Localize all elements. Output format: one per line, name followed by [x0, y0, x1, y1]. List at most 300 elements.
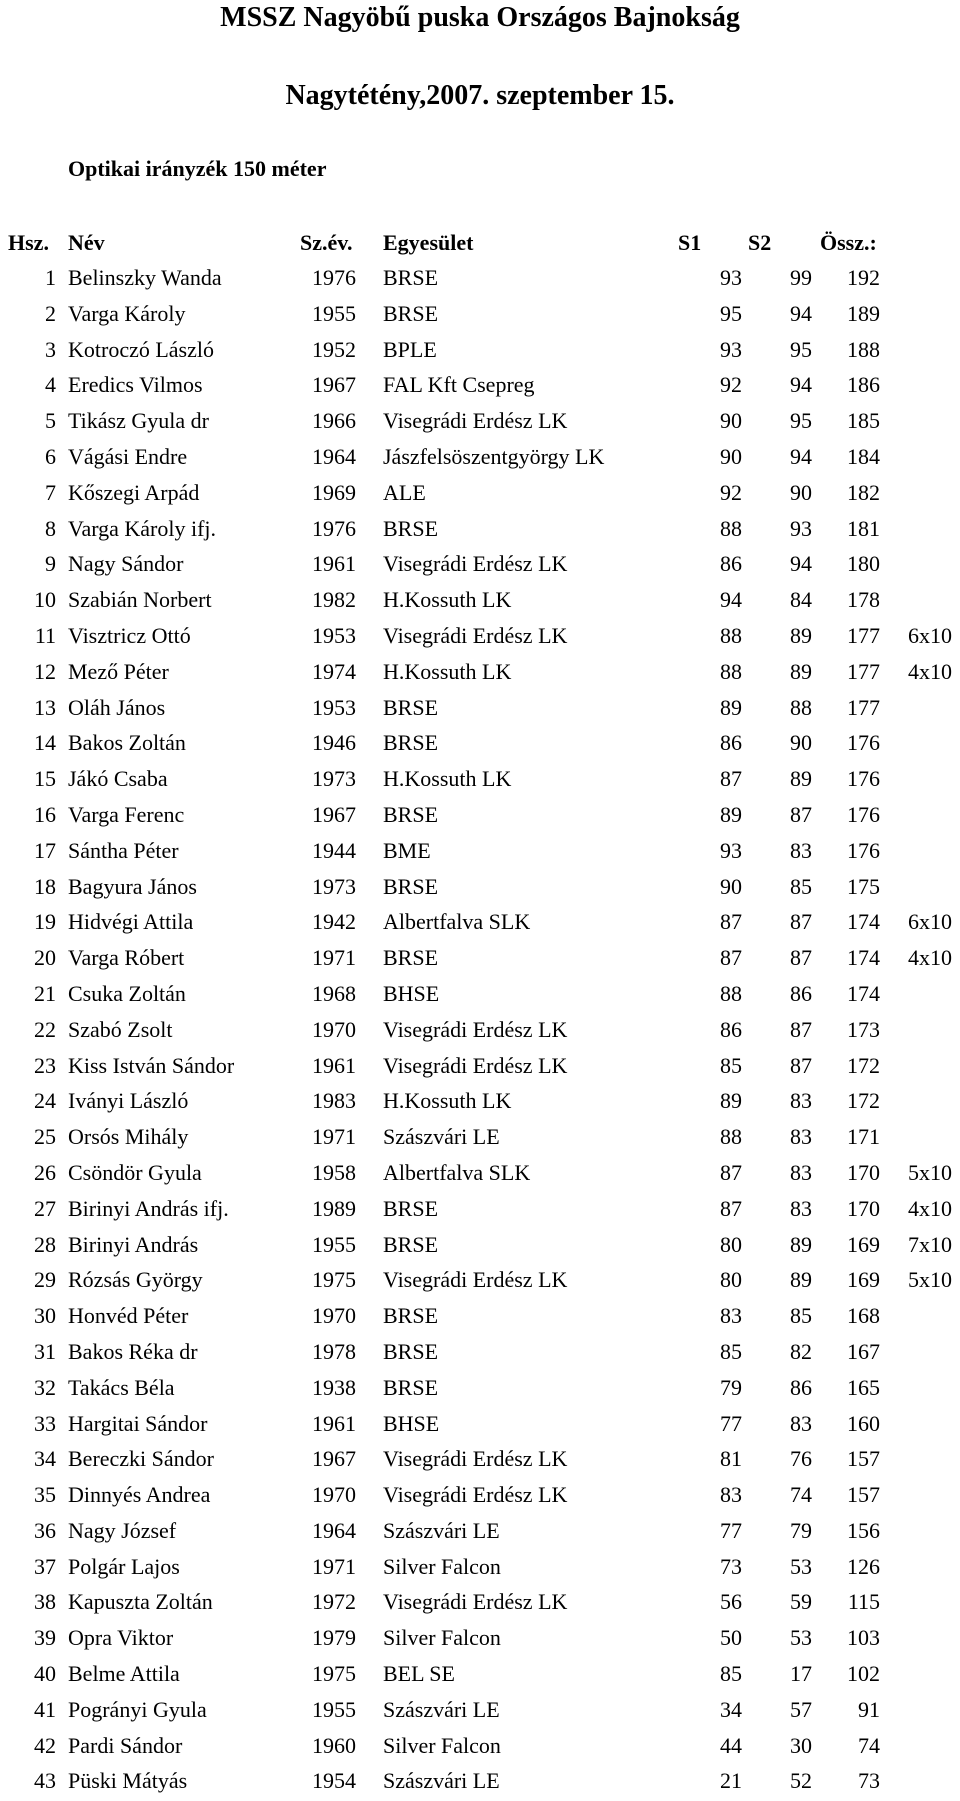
rank-cell: 28	[34, 1231, 56, 1257]
s1-score-cell: 88	[720, 515, 742, 541]
rank-cell: 33	[34, 1410, 56, 1436]
s2-score-cell: 83	[790, 1195, 812, 1221]
total-score-cell: 181	[847, 515, 880, 541]
birth-year-cell: 1944	[312, 837, 356, 863]
name-cell: Bagyura János	[68, 873, 197, 899]
total-score-cell: 173	[847, 1016, 880, 1042]
birth-year-cell: 1966	[312, 408, 356, 434]
table-row	[0, 297, 960, 333]
rank-cell: 3	[45, 336, 56, 362]
name-cell: Tikász Gyula dr	[68, 408, 209, 434]
s1-score-cell: 85	[720, 1052, 742, 1078]
s2-score-cell: 95	[790, 336, 812, 362]
birth-year-cell: 1967	[312, 1446, 356, 1472]
table-row	[0, 1764, 960, 1800]
name-cell: Pogrányi Gyula	[68, 1696, 207, 1722]
club-cell: Visegrádi Erdész LK	[383, 1267, 568, 1293]
total-score-cell: 185	[847, 408, 880, 434]
birth-year-cell: 1960	[312, 1732, 356, 1758]
club-cell: Visegrádi Erdész LK	[383, 408, 568, 434]
s2-score-cell: 85	[790, 873, 812, 899]
birth-year-cell: 1989	[312, 1195, 356, 1221]
s1-score-cell: 85	[720, 1338, 742, 1364]
s1-score-cell: 89	[720, 1088, 742, 1114]
club-cell: BRSE	[383, 873, 439, 899]
name-cell: Jákó Csaba	[68, 766, 168, 792]
s2-score-cell: 53	[790, 1553, 812, 1579]
club-cell: Albertfalva SLK	[383, 1159, 531, 1185]
club-cell: Visegrádi Erdész LK	[383, 551, 568, 577]
s2-score-cell: 53	[790, 1625, 812, 1651]
header-year: Sz.év.	[300, 230, 353, 255]
total-score-cell: 177	[847, 694, 880, 720]
total-score-cell: 175	[847, 873, 880, 899]
rank-cell: 5	[45, 408, 56, 434]
table-row	[0, 870, 960, 906]
rank-cell: 20	[34, 945, 56, 971]
birth-year-cell: 1979	[312, 1625, 356, 1651]
name-cell: Orsós Mihály	[68, 1124, 189, 1150]
s1-score-cell: 73	[720, 1553, 742, 1579]
s1-score-cell: 34	[720, 1696, 742, 1722]
total-score-cell: 189	[847, 300, 880, 326]
birth-year-cell: 1969	[312, 479, 356, 505]
tiebreak-note-cell: 5x10	[908, 1267, 952, 1293]
total-score-cell: 170	[847, 1195, 880, 1221]
name-cell: Kotroczó László	[68, 336, 214, 362]
table-row	[0, 1407, 960, 1443]
birth-year-cell: 1942	[312, 909, 356, 935]
s1-score-cell: 92	[720, 479, 742, 505]
s2-score-cell: 93	[790, 515, 812, 541]
tiebreak-note-cell: 6x10	[908, 622, 952, 648]
table-row	[0, 1049, 960, 1085]
club-cell: BRSE	[383, 1374, 439, 1400]
s2-score-cell: 89	[790, 658, 812, 684]
club-cell: ALE	[383, 479, 426, 505]
name-cell: Mező Péter	[68, 658, 169, 684]
s2-score-cell: 86	[790, 1374, 812, 1400]
club-cell: Jászfelsöszentgyörgy LK	[383, 443, 605, 469]
birth-year-cell: 1971	[312, 1124, 356, 1150]
table-row	[0, 1693, 960, 1729]
rank-cell: 6	[45, 443, 56, 469]
s2-score-cell: 85	[790, 1303, 812, 1329]
rank-cell: 34	[34, 1446, 56, 1472]
total-score-cell: 176	[847, 730, 880, 756]
s1-score-cell: 81	[720, 1446, 742, 1472]
rank-cell: 22	[34, 1016, 56, 1042]
s2-score-cell: 99	[790, 265, 812, 290]
tiebreak-note-cell: 6x10	[908, 909, 952, 935]
rank-cell: 24	[34, 1088, 56, 1114]
s2-score-cell: 89	[790, 1267, 812, 1293]
table-row	[0, 1156, 960, 1192]
name-cell: Honvéd Péter	[68, 1303, 189, 1329]
rank-cell: 2	[45, 300, 56, 326]
total-score-cell: 188	[847, 336, 880, 362]
s1-score-cell: 87	[720, 766, 742, 792]
rank-cell: 19	[34, 909, 56, 935]
total-score-cell: 156	[847, 1517, 880, 1543]
s1-score-cell: 83	[720, 1303, 742, 1329]
club-cell: Silver Falcon	[383, 1625, 501, 1651]
name-cell: Polgár Lajos	[68, 1553, 180, 1579]
total-score-cell: 174	[847, 909, 880, 935]
table-row	[0, 1585, 960, 1621]
total-score-cell: 186	[847, 372, 880, 398]
rank-cell: 29	[34, 1267, 56, 1293]
name-cell: Opra Viktor	[68, 1625, 174, 1651]
table-row	[0, 583, 960, 619]
birth-year-cell: 1967	[312, 801, 356, 827]
total-score-cell: 157	[847, 1482, 880, 1508]
table-row	[0, 762, 960, 798]
s1-score-cell: 94	[720, 587, 742, 613]
table-row	[0, 512, 960, 548]
s1-score-cell: 90	[720, 408, 742, 434]
name-cell: Varga Károly ifj.	[68, 515, 217, 541]
table-row	[0, 404, 960, 440]
s1-score-cell: 50	[720, 1625, 742, 1651]
name-cell: Visztricz Ottó	[68, 622, 191, 648]
club-cell: BEL SE	[383, 1661, 455, 1687]
total-score-cell: 180	[847, 551, 880, 577]
tiebreak-note-cell: 4x10	[908, 658, 952, 684]
header-club: Egyesület	[383, 230, 474, 255]
s2-score-cell: 83	[790, 1088, 812, 1114]
table-row	[0, 1514, 960, 1550]
name-cell: Szabó Zsolt	[68, 1016, 173, 1042]
club-cell: BRSE	[383, 515, 439, 541]
s1-score-cell: 44	[720, 1732, 742, 1758]
total-score-cell: 103	[847, 1625, 880, 1651]
name-cell: Takács Béla	[68, 1374, 175, 1400]
club-cell: Silver Falcon	[383, 1732, 501, 1758]
birth-year-cell: 1971	[312, 1553, 356, 1579]
club-cell: BRSE	[383, 1195, 439, 1221]
name-cell: Varga Róbert	[68, 945, 185, 971]
rank-cell: 30	[34, 1303, 56, 1329]
table-row	[0, 905, 960, 941]
total-score-cell: 167	[847, 1338, 880, 1364]
name-cell: Kapuszta Zoltán	[68, 1589, 213, 1615]
s2-score-cell: 89	[790, 766, 812, 792]
table-row	[0, 1657, 960, 1693]
s1-score-cell: 80	[720, 1267, 742, 1293]
rank-cell: 16	[34, 801, 56, 827]
rank-cell: 21	[34, 980, 56, 1006]
club-cell: Szászvári LE	[383, 1768, 500, 1794]
table-row	[0, 261, 960, 297]
total-score-cell: 177	[847, 622, 880, 648]
s1-score-cell: 86	[720, 1016, 742, 1042]
s1-score-cell: 77	[720, 1517, 742, 1543]
rank-cell: 40	[34, 1661, 56, 1687]
name-cell: Hidvégi Attila	[68, 909, 194, 935]
s1-score-cell: 87	[720, 909, 742, 935]
rank-cell: 41	[34, 1696, 56, 1722]
s1-score-cell: 87	[720, 1195, 742, 1221]
table-row	[0, 726, 960, 762]
table-row	[0, 655, 960, 691]
table-row	[0, 440, 960, 476]
rank-cell: 31	[34, 1338, 56, 1364]
s2-score-cell: 83	[790, 1410, 812, 1436]
s2-score-cell: 59	[790, 1589, 812, 1615]
total-score-cell: 102	[847, 1661, 880, 1687]
rank-cell: 8	[45, 515, 56, 541]
table-row	[0, 1621, 960, 1657]
birth-year-cell: 1958	[312, 1159, 356, 1185]
s1-score-cell: 77	[720, 1410, 742, 1436]
table-row	[0, 1335, 960, 1371]
birth-year-cell: 1968	[312, 980, 356, 1006]
rank-cell: 7	[45, 479, 56, 505]
s2-score-cell: 86	[790, 980, 812, 1006]
club-cell: BRSE	[383, 945, 439, 971]
club-cell: H.Kossuth LK	[383, 658, 512, 684]
s1-score-cell: 93	[720, 265, 742, 290]
birth-year-cell: 1961	[312, 1052, 356, 1078]
table-row	[0, 1120, 960, 1156]
name-cell: Oláh János	[68, 694, 166, 720]
birth-year-cell: 1975	[312, 1267, 356, 1293]
name-cell: Belinszky Wanda	[68, 265, 222, 290]
s1-score-cell: 87	[720, 1159, 742, 1185]
category-label: Optikai irányzék 150 méter	[68, 156, 327, 181]
s1-score-cell: 86	[720, 551, 742, 577]
total-score-cell: 178	[847, 587, 880, 613]
club-cell: Visegrádi Erdész LK	[383, 1446, 568, 1472]
s1-score-cell: 86	[720, 730, 742, 756]
header-total: Össz.:	[820, 230, 877, 255]
total-score-cell: 170	[847, 1159, 880, 1185]
s1-score-cell: 88	[720, 622, 742, 648]
total-score-cell: 171	[847, 1124, 880, 1150]
table-row	[0, 1192, 960, 1228]
rank-cell: 11	[34, 622, 56, 648]
name-cell: Nagy József	[68, 1517, 177, 1543]
s1-score-cell: 88	[720, 1124, 742, 1150]
birth-year-cell: 1982	[312, 587, 356, 613]
total-score-cell: 177	[847, 658, 880, 684]
s2-score-cell: 74	[790, 1482, 812, 1508]
s2-score-cell: 87	[790, 945, 812, 971]
table-row	[0, 834, 960, 870]
total-score-cell: 157	[847, 1446, 880, 1472]
total-score-cell: 174	[847, 945, 880, 971]
total-score-cell: 176	[847, 766, 880, 792]
name-cell: Rózsás György	[68, 1267, 203, 1293]
table-row	[0, 798, 960, 834]
club-cell: Visegrádi Erdész LK	[383, 1482, 568, 1508]
birth-year-cell: 1964	[312, 443, 356, 469]
name-cell: Iványi László	[68, 1088, 189, 1114]
club-cell: BME	[383, 837, 431, 863]
birth-year-cell: 1971	[312, 945, 356, 971]
rank-cell: 12	[34, 658, 56, 684]
s2-score-cell: 94	[790, 372, 812, 398]
s2-score-cell: 87	[790, 1016, 812, 1042]
birth-year-cell: 1964	[312, 1517, 356, 1543]
club-cell: BHSE	[383, 980, 440, 1006]
s2-score-cell: 82	[790, 1338, 812, 1364]
club-cell: Visegrádi Erdész LK	[383, 622, 568, 648]
total-score-cell: 126	[847, 1553, 880, 1579]
club-cell: Szászvári LE	[383, 1517, 500, 1543]
tiebreak-note-cell: 7x10	[908, 1231, 952, 1257]
rank-cell: 14	[34, 730, 56, 756]
s2-score-cell: 87	[790, 1052, 812, 1078]
s2-score-cell: 57	[790, 1696, 812, 1722]
s2-score-cell: 95	[790, 408, 812, 434]
s1-score-cell: 93	[720, 336, 742, 362]
name-cell: Dinnyés Andrea	[68, 1482, 211, 1508]
table-row	[0, 1442, 960, 1478]
name-cell: Nagy Sándor	[68, 551, 184, 577]
name-cell: Varga Ferenc	[68, 801, 185, 827]
table-row	[0, 476, 960, 512]
total-score-cell: 160	[847, 1410, 880, 1436]
birth-year-cell: 1961	[312, 551, 356, 577]
birth-year-cell: 1955	[312, 1231, 356, 1257]
name-cell: Bakos Réka dr	[68, 1338, 198, 1364]
name-cell: Eredics Vilmos	[68, 372, 203, 398]
club-cell: Silver Falcon	[383, 1553, 501, 1579]
name-cell: Kőszegi Arpád	[68, 479, 200, 505]
total-score-cell: 169	[847, 1231, 880, 1257]
rank-cell: 26	[34, 1159, 56, 1185]
name-cell: Csuka Zoltán	[68, 980, 186, 1006]
s2-score-cell: 83	[790, 1159, 812, 1185]
table-row	[0, 941, 960, 977]
s2-score-cell: 87	[790, 909, 812, 935]
club-cell: BRSE	[383, 694, 439, 720]
name-cell: Birinyi András ifj.	[68, 1195, 229, 1221]
name-cell: Püski Mátyás	[68, 1768, 188, 1794]
s1-score-cell: 89	[720, 694, 742, 720]
birth-year-cell: 1973	[312, 766, 356, 792]
s2-score-cell: 52	[790, 1768, 812, 1794]
s1-score-cell: 85	[720, 1661, 742, 1687]
rank-cell: 38	[34, 1589, 56, 1615]
table-row	[0, 1263, 960, 1299]
s1-score-cell: 83	[720, 1482, 742, 1508]
s2-score-cell: 90	[790, 479, 812, 505]
s2-score-cell: 17	[790, 1661, 812, 1687]
rank-cell: 25	[34, 1124, 56, 1150]
s2-score-cell: 79	[790, 1517, 812, 1543]
rank-cell: 9	[45, 551, 56, 577]
table-row	[0, 977, 960, 1013]
table-row	[0, 1550, 960, 1586]
total-score-cell: 184	[847, 443, 880, 469]
rank-cell: 32	[34, 1374, 56, 1400]
birth-year-cell: 1954	[312, 1768, 356, 1794]
birth-year-cell: 1983	[312, 1088, 356, 1114]
club-cell: BRSE	[383, 300, 439, 326]
s2-score-cell: 89	[790, 622, 812, 648]
rank-cell: 4	[45, 372, 56, 398]
table-row	[0, 1013, 960, 1049]
birth-year-cell: 1953	[312, 622, 356, 648]
birth-year-cell: 1946	[312, 730, 356, 756]
rank-cell: 43	[34, 1768, 56, 1794]
club-cell: Szászvári LE	[383, 1124, 500, 1150]
header-name: Név	[68, 230, 105, 255]
s1-score-cell: 87	[720, 945, 742, 971]
s2-score-cell: 94	[790, 300, 812, 326]
s1-score-cell: 88	[720, 980, 742, 1006]
name-cell: Csöndör Gyula	[68, 1159, 202, 1185]
name-cell: Bakos Zoltán	[68, 730, 186, 756]
club-cell: BRSE	[383, 1338, 439, 1364]
table-row	[0, 619, 960, 655]
birth-year-cell: 1953	[312, 694, 356, 720]
name-cell: Hargitai Sándor	[68, 1410, 208, 1436]
header-rank: Hsz.	[8, 230, 49, 255]
table-row	[0, 333, 960, 369]
rank-cell: 18	[34, 873, 56, 899]
name-cell: Varga Károly	[68, 300, 186, 326]
total-score-cell: 74	[858, 1732, 880, 1758]
name-cell: Sántha Péter	[68, 837, 179, 863]
s1-score-cell: 79	[720, 1374, 742, 1400]
club-cell: BRSE	[383, 801, 439, 827]
s1-score-cell: 95	[720, 300, 742, 326]
results-table	[0, 261, 960, 1800]
club-cell: Visegrádi Erdész LK	[383, 1016, 568, 1042]
s1-score-cell: 93	[720, 837, 742, 863]
total-score-cell: 91	[858, 1696, 880, 1722]
rank-cell: 36	[34, 1517, 56, 1543]
s2-score-cell: 83	[790, 837, 812, 863]
club-cell: Szászvári LE	[383, 1696, 500, 1722]
birth-year-cell: 1976	[312, 265, 356, 290]
table-row	[0, 1729, 960, 1765]
club-cell: Albertfalva SLK	[383, 909, 531, 935]
club-cell: Visegrádi Erdész LK	[383, 1052, 568, 1078]
s1-score-cell: 21	[720, 1768, 742, 1794]
rank-cell: 10	[34, 587, 56, 613]
club-cell: BRSE	[383, 265, 439, 290]
birth-year-cell: 1952	[312, 336, 356, 362]
header-s1: S1	[678, 230, 702, 255]
table-row	[0, 368, 960, 404]
total-score-cell: 172	[847, 1088, 880, 1114]
s2-score-cell: 83	[790, 1124, 812, 1150]
birth-year-cell: 1972	[312, 1589, 356, 1615]
birth-year-cell: 1978	[312, 1338, 356, 1364]
s2-score-cell: 94	[790, 551, 812, 577]
name-cell: Vágási Endre	[68, 443, 188, 469]
table-row	[0, 1299, 960, 1335]
s2-score-cell: 94	[790, 443, 812, 469]
club-cell: BRSE	[383, 1231, 439, 1257]
table-row	[0, 1228, 960, 1264]
total-score-cell: 176	[847, 837, 880, 863]
club-cell: BRSE	[383, 730, 439, 756]
table-row	[0, 1084, 960, 1120]
birth-year-cell: 1976	[312, 515, 356, 541]
total-score-cell: 172	[847, 1052, 880, 1078]
name-cell: Szabián Norbert	[68, 587, 212, 613]
s1-score-cell: 90	[720, 443, 742, 469]
total-score-cell: 165	[847, 1374, 880, 1400]
rank-cell: 17	[34, 837, 56, 863]
birth-year-cell: 1970	[312, 1016, 356, 1042]
